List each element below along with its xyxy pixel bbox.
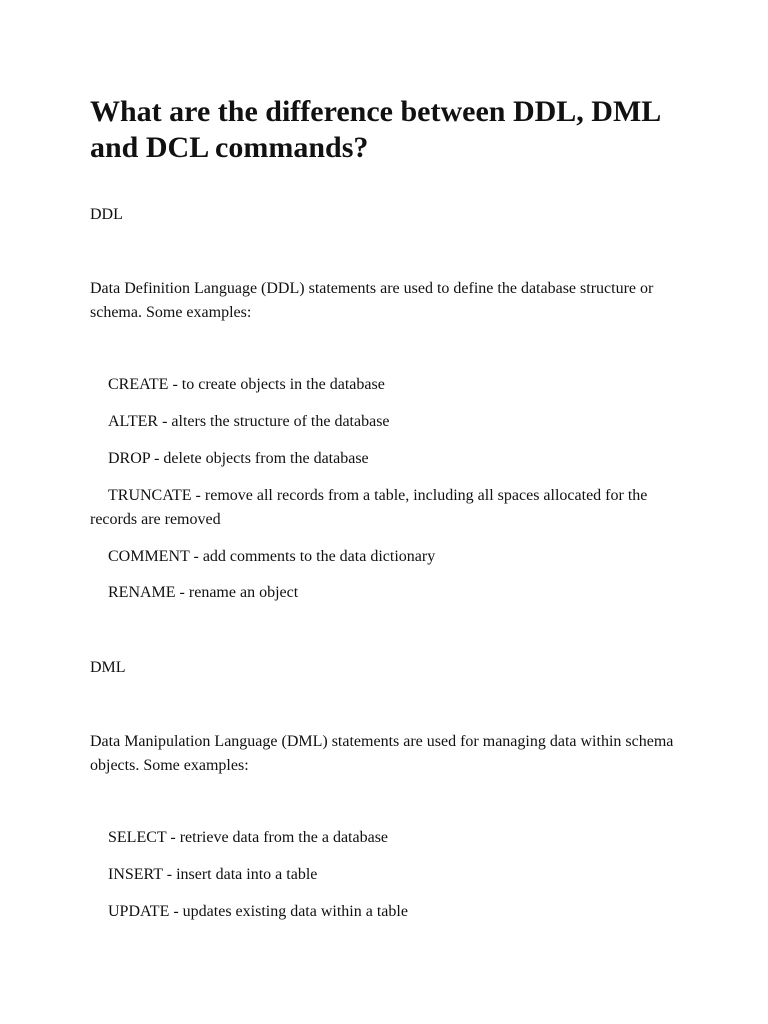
list-item: ALTER - alters the structure of the database	[108, 413, 390, 430]
list-item: DROP - delete objects from the database	[108, 450, 369, 467]
list-item: RENAME - rename an object	[108, 584, 299, 601]
list-item: TRUNCATE - remove all records from a table, including all spaces allocated for the records are removed	[90, 487, 648, 528]
section-description-dml: Data Manipulation Language (DML) statements are used for managing data within schema objects. Some examples:	[90, 733, 674, 774]
list-item: INSERT - insert data into a table	[108, 866, 318, 883]
list-item: SELECT - retrieve data from the a database	[108, 829, 389, 846]
page-title: What are the difference between DDL, DML and DCL commands?	[90, 95, 660, 164]
section-heading-dml: DML	[90, 659, 126, 676]
section-description-ddl: Data Definition Language (DDL) statements are used to define the database structure or schema. Some examples:	[90, 280, 654, 321]
list-item: CREATE - to create objects in the database	[108, 376, 385, 393]
list-item: UPDATE - updates existing data within a table	[108, 903, 408, 920]
list-item: COMMENT - add comments to the data dictionary	[108, 548, 436, 565]
section-heading-ddl: DDL	[90, 206, 123, 223]
